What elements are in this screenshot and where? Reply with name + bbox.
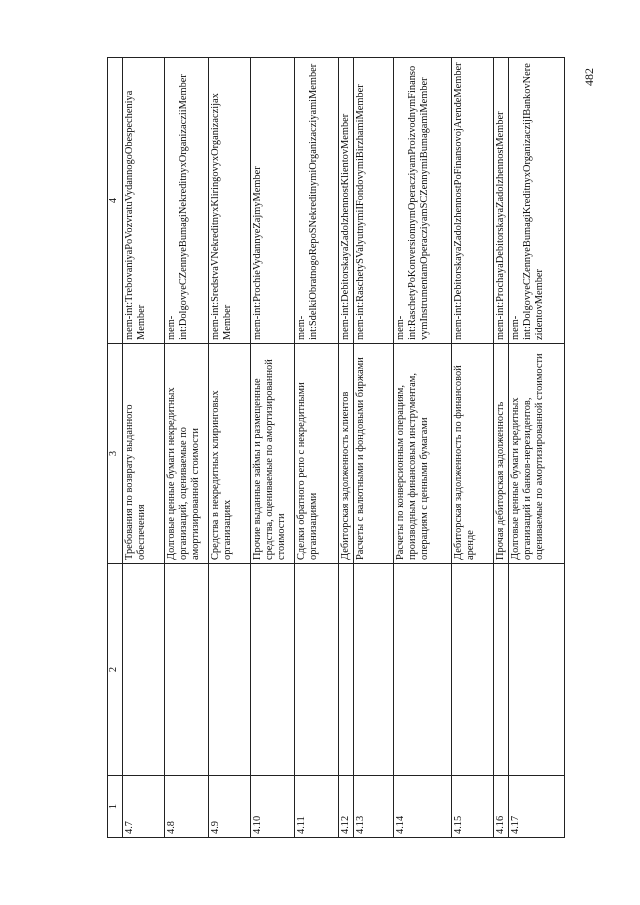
row-number: 4.10 bbox=[251, 776, 295, 838]
row-number: 4.9 bbox=[209, 776, 251, 838]
row-name: Средства в некредитных клиринговых организациях bbox=[209, 344, 251, 564]
row-col2 bbox=[165, 564, 209, 776]
table-row bbox=[508, 58, 564, 838]
row-number: 4.11 bbox=[295, 776, 339, 838]
header-cell: 3 bbox=[108, 344, 123, 564]
row-number: 4.15 bbox=[451, 776, 493, 838]
row-col2 bbox=[393, 564, 451, 776]
row-number: 4.12 bbox=[339, 776, 354, 838]
row-name: Дебиторская задолженность по финансовой аренде bbox=[451, 344, 493, 564]
row-member: mem-int:RaschetySValyutnymiIFondovymiBirzhamiMember bbox=[353, 58, 393, 344]
header-cell: 1 bbox=[108, 776, 123, 838]
table-row bbox=[353, 58, 393, 838]
row-member: mem-int:ProchayaDebitorskayaZadolzhennostMember bbox=[493, 58, 508, 344]
row-number: 4.17 bbox=[508, 776, 564, 838]
row-name: Прочие выданные займы и размещенные средства, оцениваемые по амортизированной стоимости bbox=[251, 344, 295, 564]
row-name: Расчеты с валютными и фондовыми биржами bbox=[353, 344, 393, 564]
row-col2 bbox=[493, 564, 508, 776]
row-number: 4.16 bbox=[493, 776, 508, 838]
table-header-row bbox=[108, 58, 123, 838]
table-row bbox=[339, 58, 354, 838]
table-row bbox=[251, 58, 295, 838]
row-member: mem-int:DebitorskayaZadolzhennostKlientovMember bbox=[339, 58, 354, 344]
row-name: Долговые ценные бумаги некредитных организаций, оцениваемые по амортизированной стоимости bbox=[165, 344, 209, 564]
row-name: Сделки обратного репо с некредитными организациями bbox=[295, 344, 339, 564]
row-member: mem-int:SredstvaVNekreditnyxKliringovyxOrganizaczijax Member bbox=[209, 58, 251, 344]
row-member: mem-int:RaschetyPoKonversionnymOperacziyamProizvodnymFinansovymInstrumentamOperacziyamSCZennymiBumagamiMember bbox=[393, 58, 451, 344]
table-row bbox=[295, 58, 339, 838]
row-name: Расчеты по конверсионным операциям, производным финансовым инструментам, операциям с ценными бумагами bbox=[393, 344, 451, 564]
table-row bbox=[493, 58, 508, 838]
row-col2 bbox=[123, 564, 165, 776]
header-cell: 2 bbox=[108, 564, 123, 776]
table-row bbox=[209, 58, 251, 838]
row-col2 bbox=[451, 564, 493, 776]
row-col2 bbox=[295, 564, 339, 776]
row-member: mem-int:ProchieVydannyeZajmyMember bbox=[251, 58, 295, 344]
table-row bbox=[123, 58, 165, 838]
row-col2 bbox=[508, 564, 564, 776]
row-col2 bbox=[339, 564, 354, 776]
row-member: mem-int:TrebovaniyaPoVozvratuVydannogoObespecheniya Member bbox=[123, 58, 165, 344]
row-name: Требования по возврату выданного обеспечения bbox=[123, 344, 165, 564]
rotated-table-container bbox=[107, 58, 545, 838]
row-number: 4.14 bbox=[393, 776, 451, 838]
row-number: 4.7 bbox=[123, 776, 165, 838]
row-col2 bbox=[209, 564, 251, 776]
row-member: mem-int:DolgovyeCZennyeBumagiKreditnyxOrganizaczijIBankovNerezidentovMember bbox=[508, 58, 564, 344]
row-member: mem-int:SdelkiObratnogoRepoSNekreditnymiOrganizacziyamiMember bbox=[295, 58, 339, 344]
data-table bbox=[107, 57, 565, 838]
table-row bbox=[165, 58, 209, 838]
row-number: 4.13 bbox=[353, 776, 393, 838]
table-row bbox=[393, 58, 451, 838]
row-member: mem-int:DebitorskayaZadolzhennostPoFinansovojArendeMember bbox=[451, 58, 493, 344]
row-member: mem-int:DolgovyeCZennyeBumagiNekreditnyxOrganizacziiMember bbox=[165, 58, 209, 344]
row-name: Долговые ценные бумаги кредитных организаций и банков-нерезидентов, оцениваемые по амортизированной стоимости bbox=[508, 344, 564, 564]
row-number: 4.8 bbox=[165, 776, 209, 838]
row-name: Дебиторская задолженность клиентов bbox=[339, 344, 354, 564]
header-cell: 4 bbox=[108, 58, 123, 344]
table-row bbox=[451, 58, 493, 838]
row-col2 bbox=[353, 564, 393, 776]
row-col2 bbox=[251, 564, 295, 776]
page-number: 482 bbox=[582, 68, 596, 86]
row-name: Прочая дебиторская задолженность bbox=[493, 344, 508, 564]
